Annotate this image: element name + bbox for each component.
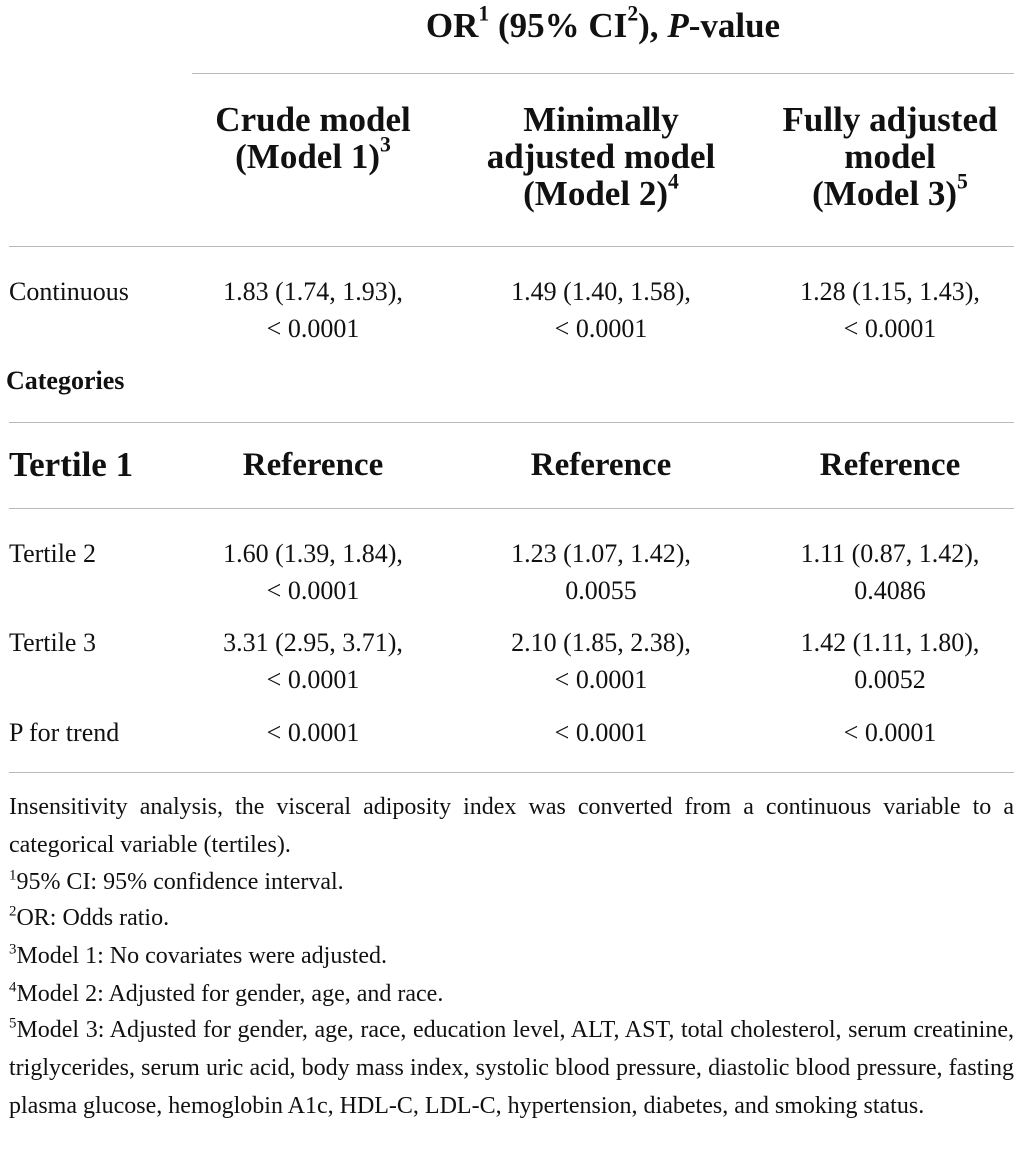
column-header-line: (Model 2): [523, 174, 668, 213]
column-header-line: Crude model: [215, 100, 411, 139]
continuous-model-2: [470, 273, 732, 347]
or-label: OR: [425, 6, 479, 45]
footnote-mark: 5: [9, 1015, 17, 1032]
footnote-text: Model 2: Adjusted for gender, age, and race.: [16, 981, 444, 1007]
tertile-1-model-3: Reference: [819, 447, 961, 483]
column-header-model-3: [770, 101, 1010, 212]
header-rule: [9, 246, 1014, 247]
cell-line: 1.60 (1.39, 1.84),: [223, 539, 403, 568]
tertile-2-model-1: [192, 535, 434, 609]
p-trend-model-1: < 0.0001: [266, 718, 360, 747]
cell-line: < 0.0001: [266, 665, 360, 694]
row-label-tertile-2: Tertile 2: [9, 539, 96, 568]
cell-line: 1.49 (1.40, 1.58),: [511, 277, 691, 306]
footnote-intro: Insensitivity analysis, the visceral adiposity index was converted from a continuous variable to a categorical variable (tertiles).: [9, 794, 1014, 858]
footnote-2: [9, 899, 1014, 937]
super-header-rule: [192, 73, 1014, 74]
column-header-line: Fully adjusted: [782, 100, 998, 139]
cell-line: 2.10 (1.85, 2.38),: [511, 628, 691, 657]
footnote-5: [9, 1011, 1014, 1125]
cell-line: 1.28 (1.15, 1.43),: [800, 277, 980, 306]
categories-subheading: Categories: [6, 366, 125, 395]
categories-rule: [9, 422, 1014, 423]
table-bottom-rule: [9, 772, 1014, 773]
cell-line: 1.11 (0.87, 1.42),: [800, 539, 980, 568]
footnote-text: 95% CI: 95% confidence interval.: [16, 869, 344, 895]
cell-line: 3.31 (2.95, 3.71),: [223, 628, 403, 657]
footnote-mark: 3: [379, 132, 391, 157]
tertile-2-model-3: [770, 535, 1010, 609]
tertile-2-model-2: [470, 535, 732, 609]
footnote-mark: 2: [9, 903, 17, 920]
column-header-line: (Model 1): [235, 137, 380, 176]
column-header-model-2: [470, 101, 732, 212]
column-header-model-1: [192, 101, 434, 175]
footnote-mark: 5: [956, 169, 968, 194]
tertile-1-model-1: Reference: [242, 447, 384, 483]
footnote-text: Model 1: No covariates were adjusted.: [16, 943, 387, 969]
footnote-mark: 4: [9, 979, 17, 996]
footnote-1: [9, 863, 1014, 901]
row-label-continuous: Continuous: [9, 277, 129, 306]
ci-label-close: ),: [638, 6, 668, 45]
p-italic-label: P: [667, 6, 689, 45]
ci-footnote-mark: 2: [627, 1, 639, 26]
tertile-1-rule: [9, 508, 1014, 509]
tertile-3-model-3: [770, 624, 1010, 698]
cell-line: < 0.0001: [843, 314, 937, 343]
cell-line: < 0.0001: [554, 314, 648, 343]
continuous-model-3: [770, 273, 1010, 347]
cell-line: 0.4086: [854, 576, 926, 605]
footnote-4: [9, 975, 1014, 1013]
table-super-header: [192, 1, 1014, 46]
tertile-3-model-2: [470, 624, 732, 698]
cell-line: 1.83 (1.74, 1.93),: [223, 277, 403, 306]
tertile-3-model-1: [192, 624, 434, 698]
p-trend-model-2: < 0.0001: [554, 718, 648, 747]
p-value-label: -value: [688, 6, 781, 45]
cell-line: 0.0052: [854, 665, 926, 694]
cell-line: 1.23 (1.07, 1.42),: [511, 539, 691, 568]
tertile-1-model-2: Reference: [530, 447, 672, 483]
footnote-mark: 4: [667, 169, 679, 194]
cell-line: < 0.0001: [554, 665, 648, 694]
footnote-3: [9, 937, 1014, 975]
cell-line: 0.0055: [565, 576, 637, 605]
footnote-mark: 3: [9, 941, 17, 958]
cell-line: 1.42 (1.11, 1.80),: [800, 628, 980, 657]
row-label-p-trend: P for trend: [9, 718, 120, 747]
cell-line: < 0.0001: [266, 576, 360, 605]
ci-label: (95% CI: [489, 6, 628, 45]
continuous-model-1: [192, 273, 434, 347]
column-header-line: model: [844, 137, 936, 176]
p-trend-model-3: < 0.0001: [843, 718, 937, 747]
or-footnote-mark: 1: [478, 1, 490, 26]
column-header-line: Minimally: [523, 100, 679, 139]
footnote-text: OR: Odds ratio.: [16, 905, 170, 931]
column-header-line: (Model 3): [812, 174, 957, 213]
row-label-tertile-1: Tertile 1: [9, 445, 134, 484]
cell-line: < 0.0001: [266, 314, 360, 343]
footnote-mark: 1: [9, 867, 17, 884]
row-label-tertile-3: Tertile 3: [9, 628, 96, 657]
footnote-text: Model 3: Adjusted for gender, age, race, education level, ALT, AST, total cholesterol, serum creatinine, triglycerides, serum uric acid, body mass index, systolic blood pressure, diastolic blood pressure, fasting plasma glucose, hemoglobin A1c, HDL-C, LDL-C, hypertension, diabetes, and smoking status.: [9, 1017, 1014, 1119]
column-header-line: adjusted model: [486, 137, 716, 176]
